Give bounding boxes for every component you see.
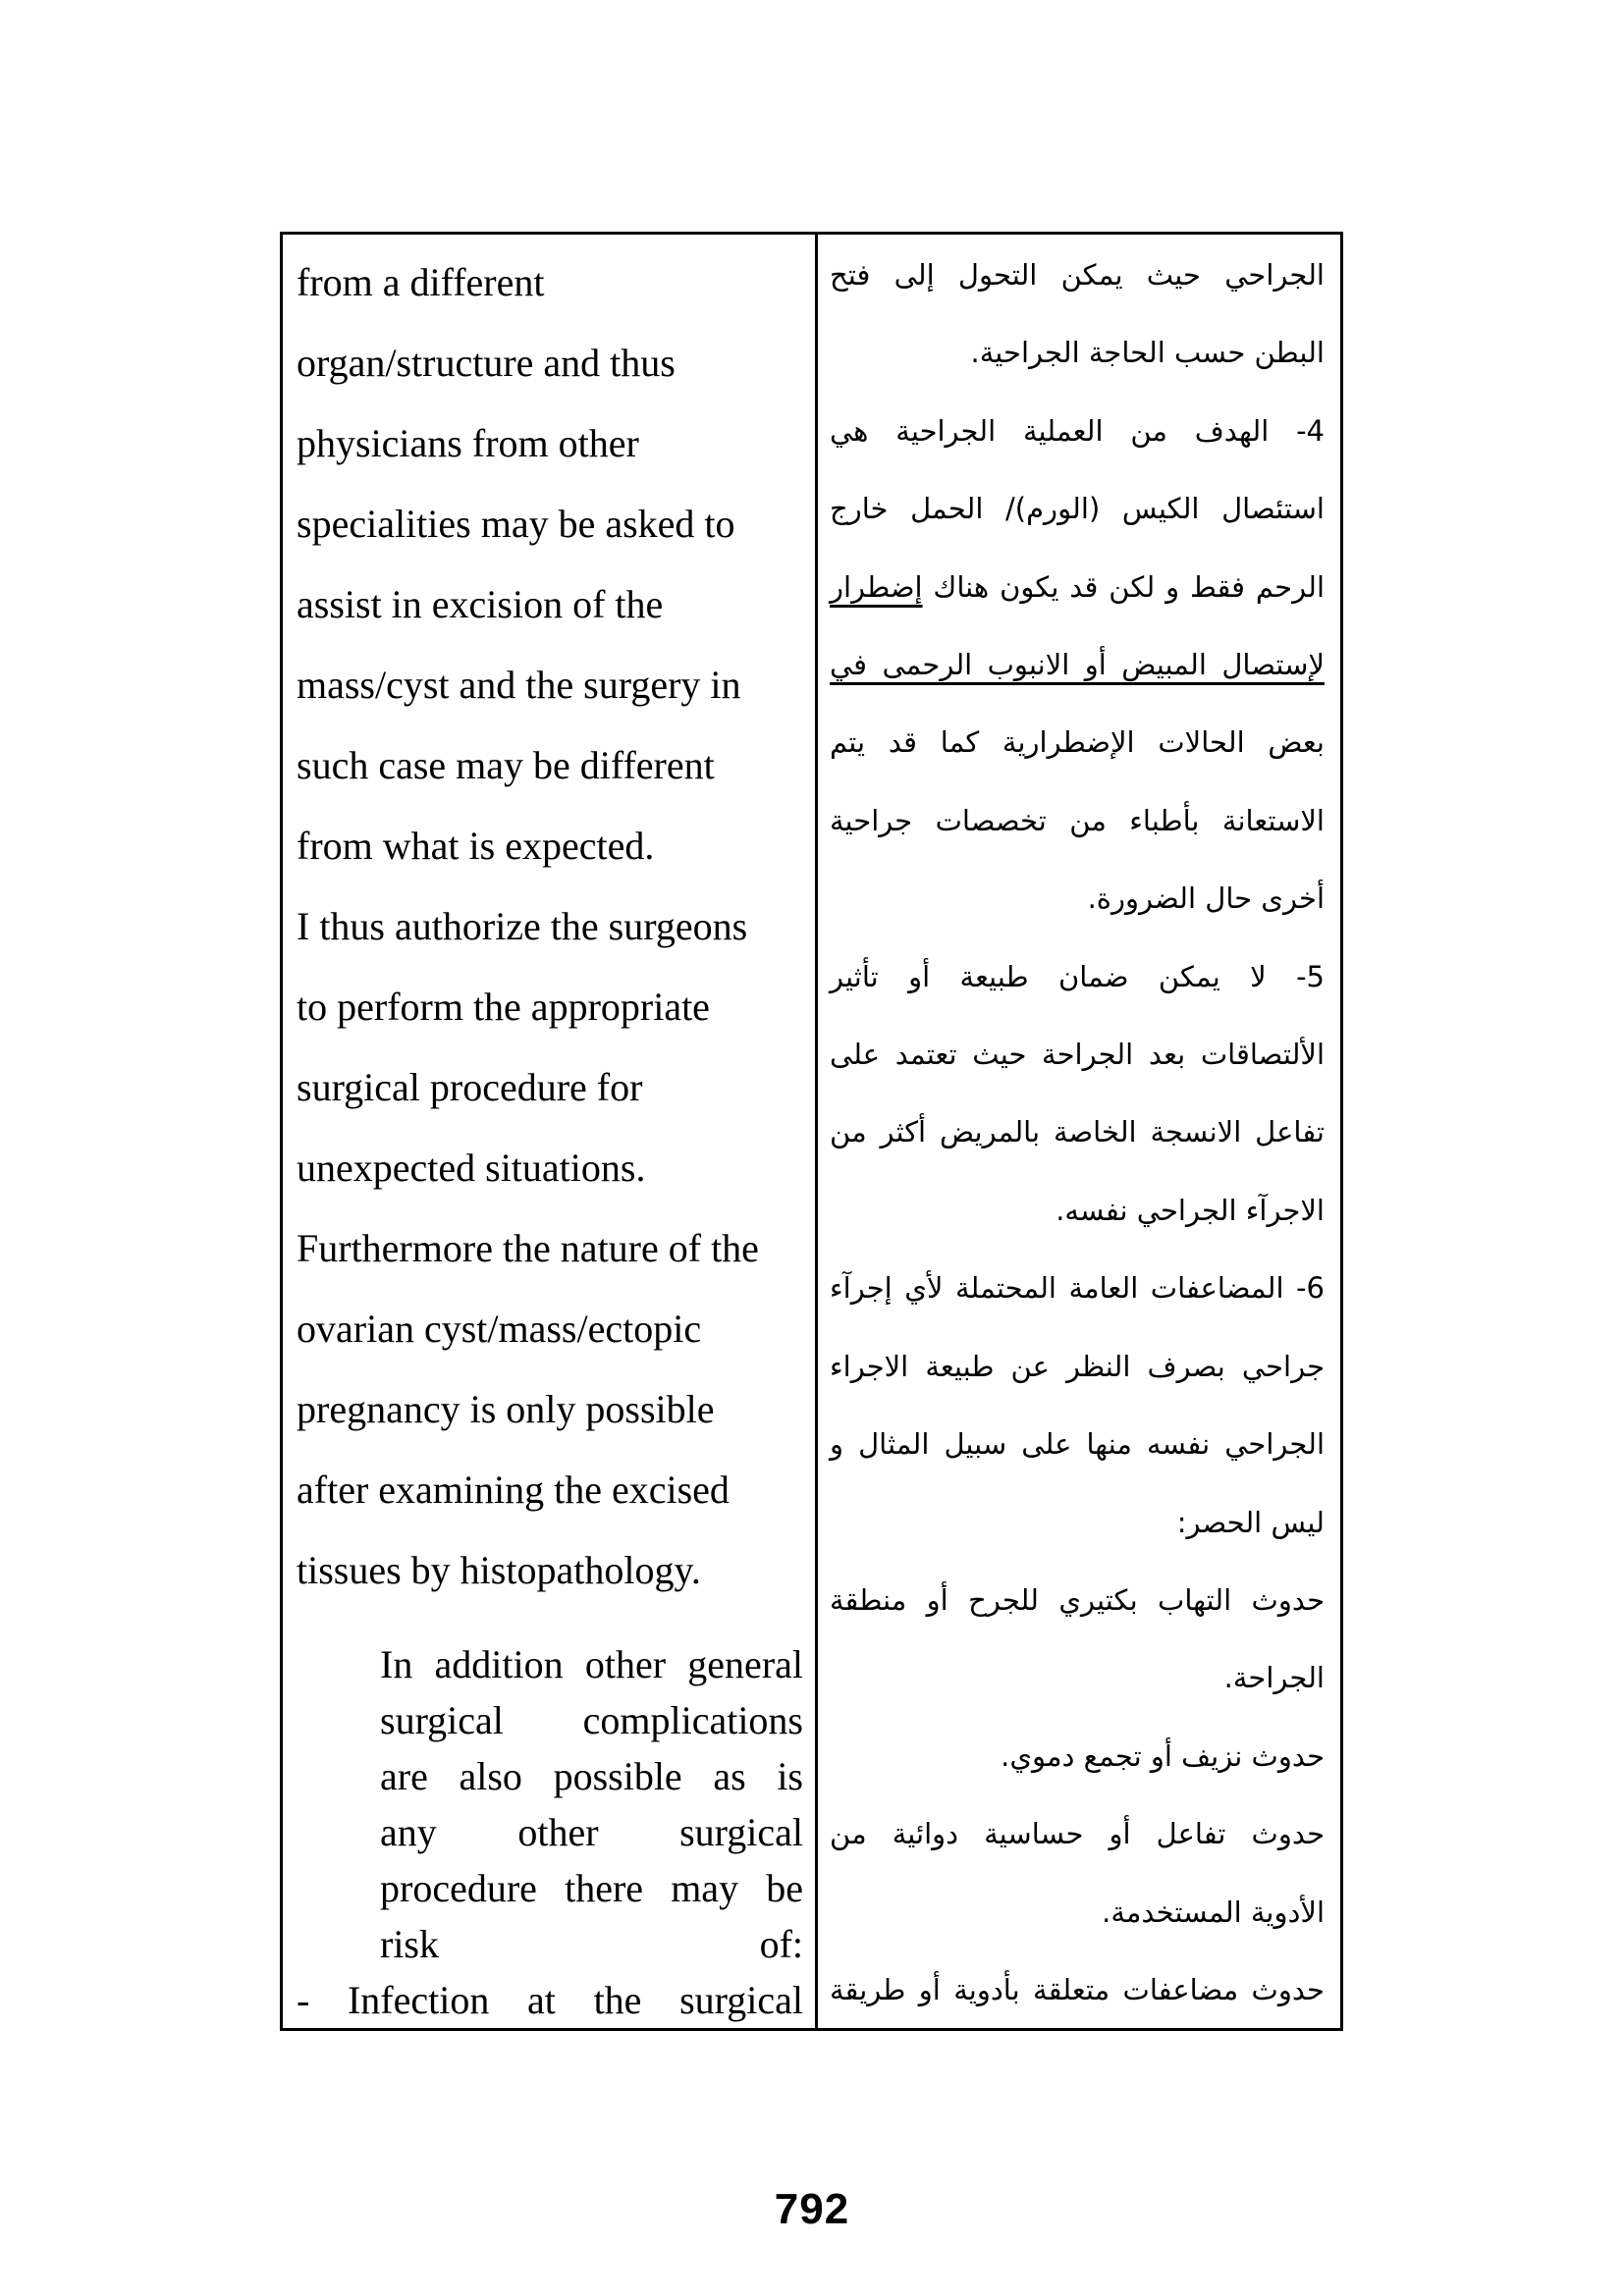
text-line: أخرى حال الضرورة.	[1087, 881, 1325, 916]
english-bullet-line: - Infection at the surgical	[297, 1978, 803, 2022]
underlined-text-segment: إضطرار	[830, 569, 923, 604]
text-line: from a different	[297, 260, 545, 304]
english-column	[283, 235, 818, 2028]
text-line: surgical procedure for	[297, 1065, 643, 1109]
text-line: physicians from other	[297, 421, 639, 465]
text-line: حدوث مضاعفات متعلقة بأدوية أو طريقة	[830, 1972, 1325, 2006]
english-paragraph-block	[297, 242, 803, 1611]
english-indented-paragraph	[380, 1636, 803, 1972]
text-line: 6- المضاعفات العامة المحتملة لأي إجرآء	[830, 1271, 1325, 1306]
text-line: ليس الحصر:	[1176, 1505, 1325, 1539]
text-line: any other surgical	[380, 1810, 803, 1854]
text-line: الجراحي نفسه منها على سبيل المثال و	[830, 1427, 1325, 1462]
text-line: جراحي بصرف النظر عن طبيعة الاجراء	[830, 1349, 1325, 1383]
text-line: procedure there may be	[380, 1866, 803, 1910]
text-line: الألتصاقات بعد الجراحة حيث تعتمد على	[830, 1038, 1325, 1072]
text-line: In addition other general	[380, 1642, 803, 1686]
text-line: حدوث تفاعل أو حساسية دوائية من	[830, 1817, 1325, 1851]
text-line: unexpected situations.	[297, 1146, 646, 1190]
text-line	[830, 549, 1325, 626]
arabic-column	[818, 235, 1340, 2028]
text-line: حدوث نزيف أو تجمع دموي.	[1001, 1738, 1325, 1773]
text-line: specialities may be asked to	[297, 502, 735, 546]
underlined-text-segment: لإستصال المبيض أو الانبوب الرحمى في	[830, 648, 1325, 682]
text-line: تفاعل الانسجة الخاصة بالمريض أكثر من	[830, 1115, 1325, 1149]
text-line	[830, 626, 1325, 704]
text-line: from what is expected.	[297, 824, 655, 868]
text-line: الجراحي حيث يمكن التحول إلى فتح	[830, 258, 1325, 292]
text-line: 4- الهدف من العملية الجراحية هي	[830, 413, 1325, 448]
text-line: tissues by histopathology.	[297, 1548, 701, 1592]
text-line: بعض الحالات الإضطرارية كما قد يتم	[830, 725, 1325, 760]
text-line: assist in excision of the	[297, 582, 664, 626]
text-line: استئصال الكيس (الورم)/ الحمل خارج	[830, 492, 1325, 526]
text-line: الأدوية المستخدمة.	[1102, 1895, 1325, 1929]
consent-form-table	[280, 232, 1343, 2031]
text-line: mass/cyst and the surgery in	[297, 663, 741, 707]
text-line: are also possible as is	[380, 1754, 803, 1798]
text-line: pregnancy is only possible	[297, 1387, 715, 1431]
text-line: الجراحة.	[1223, 1661, 1325, 1695]
text-line: Furthermore the nature of the	[297, 1226, 759, 1270]
text-line: to perform the appropriate	[297, 985, 710, 1029]
text-line: ovarian cyst/mass/ectopic	[297, 1307, 702, 1351]
text-segment: الرحم فقط و لكن قد يكون هناك	[922, 569, 1325, 604]
text-line: البطن حسب الحاجة الجراحية.	[970, 336, 1325, 370]
page-number: 792	[774, 2185, 850, 2233]
text-line: risk of:	[380, 1922, 803, 1966]
text-line: I thus authorize the surgeons	[297, 904, 748, 948]
text-line: الاستعانة بأطباء من تخصصات جراحية	[830, 803, 1325, 837]
text-line: 5- لا يمكن ضمان طبيعة أو تأثير	[830, 959, 1325, 993]
text-line: organ/structure and thus	[297, 341, 676, 385]
text-line: surgical complications	[380, 1698, 803, 1742]
text-line: الاجرآء الجراحي نفسه.	[1056, 1193, 1325, 1227]
text-line: after examining the excised	[297, 1468, 730, 1512]
text-line: حدوث التهاب بكتيري للجرح أو منطقة	[830, 1582, 1325, 1617]
text-line: such case may be different	[297, 743, 715, 787]
